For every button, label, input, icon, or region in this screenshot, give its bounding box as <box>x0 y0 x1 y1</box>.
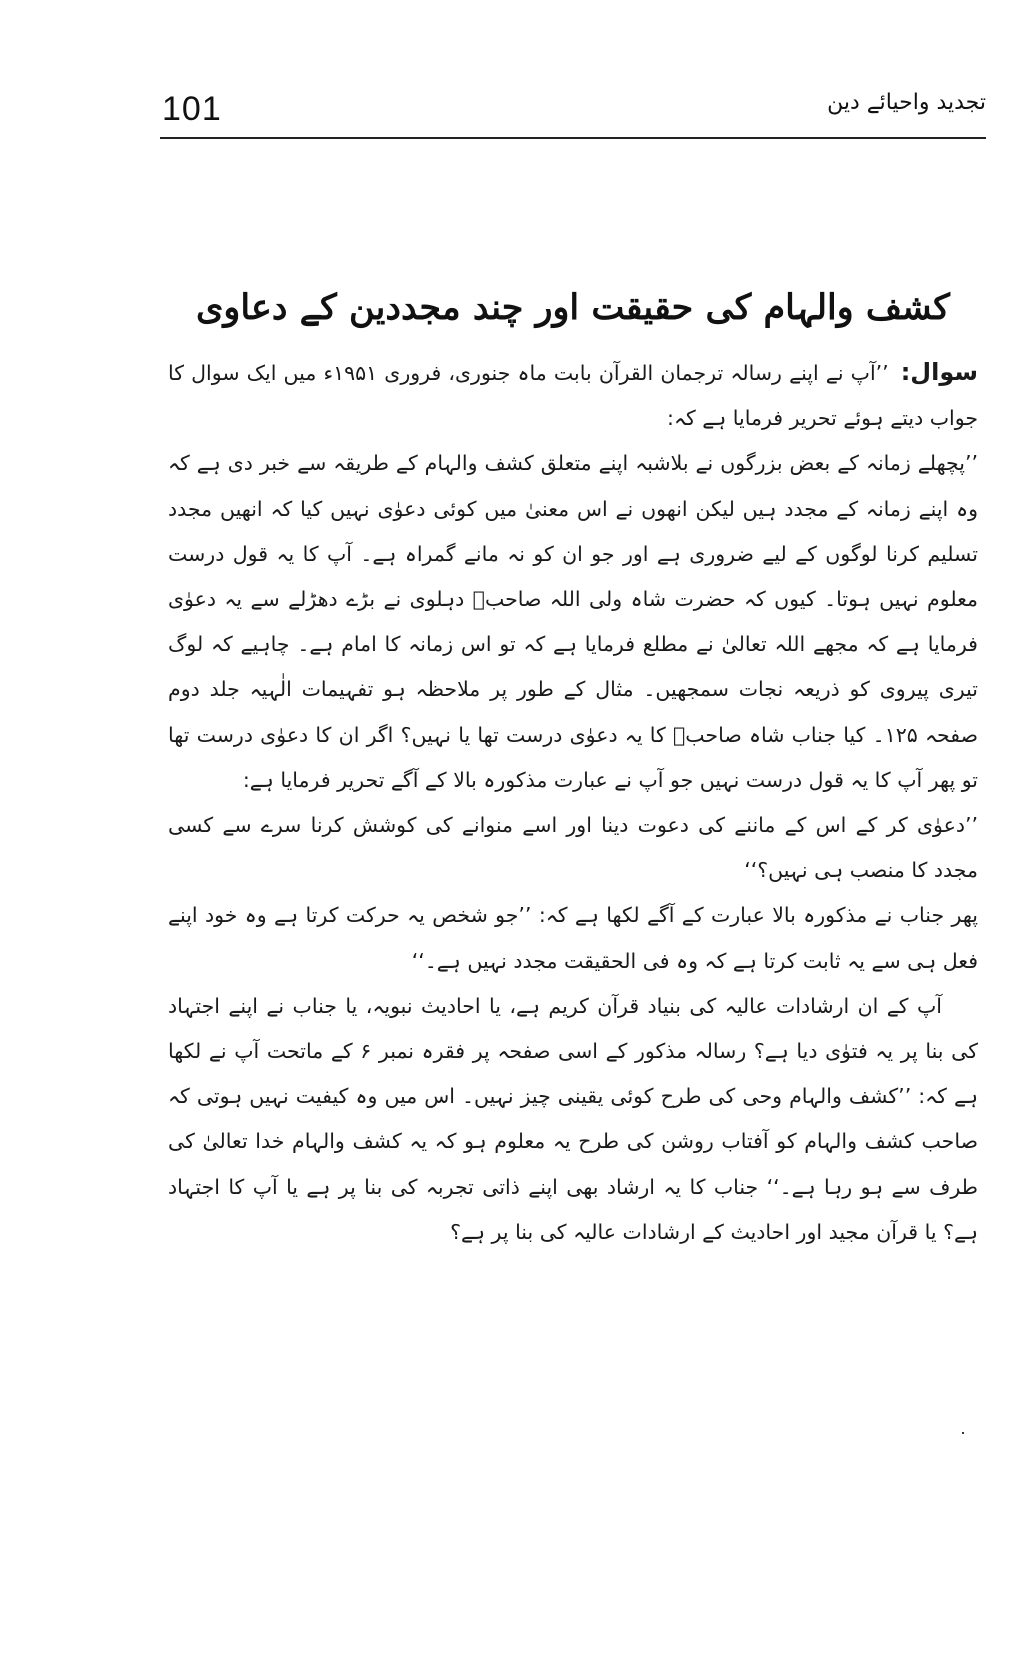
paragraph-3: پھر جناب نے مذکورہ بالا عبارت کے آگے لکھا ہے کہ: ’’جو شخص یہ حرکت کرتا ہے وہ خود اپنے فعل ہی سے یہ ثابت کرتا ہے کہ وہ فی الحقیقت مجدد نہیں ہے۔‘‘ <box>168 903 978 973</box>
quote-paragraph-1: ’’پچھلے زمانہ کے بعض بزرگوں نے بلاشبہ اپنے متعلق کشف والہام کے طریقہ سے خبر دی ہے کہ وہ اپنے زمانہ کے مجدد ہیں لیکن انھوں نے اس معنیٰ میں کوئی دعوٰی نہیں کیا کہ انھیں مجدد تسلیم کرنا لوگوں کے لیے ضروری ہے اور جو ان کو نہ مانے گمراہ ہے۔ آپ کا یہ قول درست معلوم نہیں ہوتا۔ کیوں کہ حضرت شاہ ولی اللہ صاحبؒ دہلوی نے بڑے دھڑلے سے یہ دعوٰی فرمایا ہے کہ مجھے اللہ تعالیٰ نے مطلع فرمایا ہے کہ تو اس زمانہ کا امام ہے۔ چاہیے کہ لوگ تیری پیروی کو ذریعہ نجات سمجھیں۔ مثال کے طور پر ملاحظہ ہو تفہیمات الٰہیہ جلد دوم صفحہ ۱۲۵۔ کیا جناب شاہ صاحبؒ کا یہ دعوٰی درست تھا یا نہیں؟ اگر ان کا دعوٰی درست تھا تو پھر آپ کا یہ قول درست نہیں جو آپ نے عبارت مذکورہ بالا کے آگے تحریر فرمایا ہے: <box>168 451 978 792</box>
question-paragraph <box>168 350 978 441</box>
quote-paragraph-2: ’’دعوٰی کر کے اس کے ماننے کی دعوت دینا اور اسے منوانے کی کوشش کرنا سرے سے کسی مجدد کا منصب ہی نہیں؟‘‘ <box>168 813 978 883</box>
chapter-title: کشف والہام کی حقیقت اور چند مجددین کے دعاوی <box>196 287 950 328</box>
question-text: ’’آپ نے اپنے رسالہ ترجمان القرآن بابت ماہ جنوری، فروری ۱۹۵۱ء میں ایک سوال کا جواب دیتے ہوئے تحریر فرمایا ہے کہ: <box>168 361 978 431</box>
page-content <box>168 280 978 1255</box>
question-label: سوال: <box>900 358 978 386</box>
page-header <box>160 88 986 138</box>
page-number: 101 <box>162 90 222 128</box>
scan-speck <box>962 1432 964 1434</box>
running-title: تجدید واحیائے دین <box>827 90 986 115</box>
paragraph-4: آپ کے ان ارشادات عالیہ کی بنیاد قرآن کریم ہے، یا احادیث نبویہ، یا جناب نے اپنے اجتہاد کی بنا پر یہ فتوٰی دیا ہے؟ رسالہ مذکور کے اسی صفحہ پر فقرہ نمبر ۶ کے ماتحت آپ نے لکھا ہے کہ: ’’کشف والہام وحی کی طرح کوئی یقینی چیز نہیں۔ اس میں وہ کیفیت نہیں ہوتی کہ صاحب کشف والہام کو آفتاب روشن کی طرح یہ معلوم ہو کہ یہ کشف والہام خدا تعالیٰ کی طرف سے ہو رہا ہے۔‘‘ جناب کا یہ ارشاد بھی اپنے ذاتی تجربہ کی بنا پر ہے یا آپ کا اجتہاد ہے؟ یا قرآن مجید اور احادیث کے ارشادات عالیہ کی بنا پر ہے؟ <box>168 993 978 1244</box>
header-rule <box>160 137 986 139</box>
